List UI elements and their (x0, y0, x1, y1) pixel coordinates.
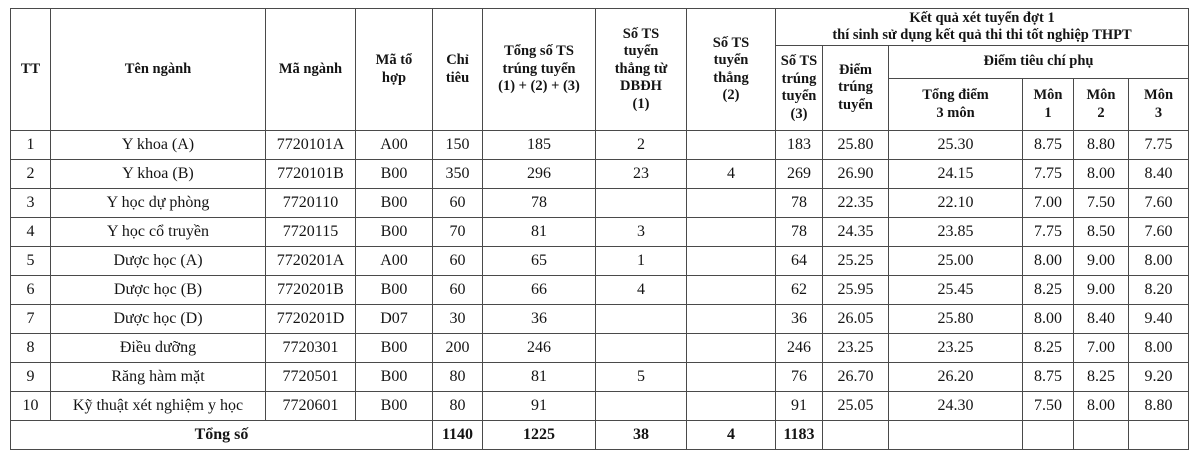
table-row (11, 218, 1189, 247)
subject-1-cell: 8.75 (1023, 363, 1074, 392)
quota-cell: 200 (433, 334, 483, 363)
subject-combo-cell: B00 (356, 189, 433, 218)
total-admitted-cell: 81 (483, 363, 596, 392)
header-line: 3 (1154, 104, 1163, 121)
subject-2-cell: 9.00 (1074, 247, 1129, 276)
table-row (11, 131, 1189, 160)
admitted-count-header (776, 46, 823, 131)
total-admitted-cell: 78 (483, 189, 596, 218)
total-admitted-header (483, 9, 596, 131)
header-line: trúng (838, 79, 873, 96)
header-line: Mã ngành (278, 60, 343, 77)
subject-2-cell: 8.80 (1074, 131, 1129, 160)
subject-2-cell: 8.00 (1074, 160, 1129, 189)
header-line: tuyển (781, 88, 817, 104)
admitted-count-cell: 36 (776, 305, 823, 334)
header-line: Môn (1144, 87, 1174, 103)
round1-results-header (776, 9, 1189, 46)
subject-3-cell: 7.75 (1129, 131, 1189, 160)
direct-admission-cell (687, 334, 776, 363)
admitted-count-cell: 91 (776, 392, 823, 421)
direct-dbdh-cell (596, 305, 687, 334)
table-row (11, 247, 1189, 276)
major-name-header (51, 9, 266, 131)
subject-1-cell: 7.75 (1023, 218, 1074, 247)
empty-cell (1129, 421, 1189, 450)
quota-cell: 350 (433, 160, 483, 189)
subject-3-cell: 8.20 (1129, 276, 1189, 305)
total-admitted-cell: 91 (483, 392, 596, 421)
major-name-cell: Dược học (B) (51, 276, 266, 305)
cutoff-score-header (823, 46, 889, 131)
subject-combo-cell: B00 (356, 363, 433, 392)
header-line: trúng (781, 70, 817, 87)
subject-combo-cell: B00 (356, 218, 433, 247)
direct-admission-cell (687, 218, 776, 247)
subject-3-cell: 8.40 (1129, 160, 1189, 189)
subject-1-cell: 7.75 (1023, 160, 1074, 189)
direct-admission-cell (687, 305, 776, 334)
cutoff-score-cell: 26.05 (823, 305, 889, 334)
direct-admission-cell (687, 276, 776, 305)
cutoff-score-cell: 23.25 (823, 334, 889, 363)
admitted-count-cell: 78 (776, 189, 823, 218)
direct-admission-cell (687, 131, 776, 160)
quota-cell: 80 (433, 363, 483, 392)
total-3-subjects-cell: 26.20 (889, 363, 1023, 392)
subject-3-header (1129, 79, 1189, 131)
subject-combo-cell: B00 (356, 160, 433, 189)
subject-combo-cell: A00 (356, 247, 433, 276)
direct-dbdh-cell (596, 334, 687, 363)
total-quota: 1140 (433, 421, 483, 450)
major-code-cell: 7720201A (266, 247, 356, 276)
admitted-count-cell: 246 (776, 334, 823, 363)
quota-cell: 60 (433, 276, 483, 305)
empty-cell (823, 421, 889, 450)
header-line: hợp (381, 69, 407, 86)
table-row (11, 189, 1189, 218)
header-line: Môn (1086, 87, 1116, 103)
major-name-cell: Điều dưỡng (51, 334, 266, 363)
major-name-cell: Y học dự phòng (51, 189, 266, 218)
subject-2-cell: 8.40 (1074, 305, 1129, 334)
header-line: DBĐH (620, 78, 662, 95)
cutoff-score-cell: 26.90 (823, 160, 889, 189)
header-line: Số TS (780, 53, 818, 69)
major-name-cell: Răng hàm mặt (51, 363, 266, 392)
total-direct-dbdh: 38 (596, 421, 687, 450)
total-row (11, 421, 1189, 450)
header-line: 3 môn (936, 104, 975, 121)
tt-cell: 2 (11, 160, 51, 189)
total-3-subjects-cell: 23.85 (889, 218, 1023, 247)
tt-cell: 6 (11, 276, 51, 305)
header-line: Mã tổ (375, 52, 413, 68)
total-admitted-cell: 185 (483, 131, 596, 160)
table-row (11, 305, 1189, 334)
tt-cell: 8 (11, 334, 51, 363)
subject-3-cell: 8.00 (1129, 334, 1189, 363)
total-3-subjects-cell: 23.25 (889, 334, 1023, 363)
empty-cell (1023, 421, 1074, 450)
subject-combo-cell: D07 (356, 305, 433, 334)
subject-1-cell: 8.00 (1023, 247, 1074, 276)
direct-dbdh-cell (596, 189, 687, 218)
empty-cell (1074, 421, 1129, 450)
header-line: tuyển (713, 52, 749, 68)
total-3-subjects-cell: 25.30 (889, 131, 1023, 160)
total-3-subjects-cell: 25.45 (889, 276, 1023, 305)
subject-combo-cell: A00 (356, 131, 433, 160)
cutoff-score-cell: 25.25 (823, 247, 889, 276)
header-line: Số TS (622, 25, 660, 42)
major-code-header (266, 9, 356, 131)
empty-cell (889, 421, 1023, 450)
subject-2-cell: 8.00 (1074, 392, 1129, 421)
tt-cell: 5 (11, 247, 51, 276)
direct-admission-cell (687, 363, 776, 392)
subject-3-cell: 8.80 (1129, 392, 1189, 421)
header-line: 2 (1097, 104, 1105, 121)
header-line: thẳng (713, 69, 749, 86)
cutoff-score-cell: 25.80 (823, 131, 889, 160)
direct-admission-cell (687, 189, 776, 218)
table-row (11, 363, 1189, 392)
header-line: Chỉ (446, 52, 469, 68)
subject-1-cell: 8.00 (1023, 305, 1074, 334)
tt-cell: 9 (11, 363, 51, 392)
major-name-cell: Kỹ thuật xét nghiệm y học (51, 392, 266, 421)
cutoff-score-cell: 25.95 (823, 276, 889, 305)
total-admitted-cell: 81 (483, 218, 596, 247)
direct-dbdh-header (596, 9, 687, 131)
tt-cell: 1 (11, 131, 51, 160)
total-3-subjects-cell: 25.00 (889, 247, 1023, 276)
quota-header (433, 9, 483, 131)
total-3-subjects-cell: 25.80 (889, 305, 1023, 334)
major-name-cell: Y học cổ truyền (51, 218, 266, 247)
direct-admission-cell (687, 247, 776, 276)
total-direct-admission: 4 (687, 421, 776, 450)
admitted-count-cell: 78 (776, 218, 823, 247)
total-admitted: 1225 (483, 421, 596, 450)
header-line: Môn (1033, 87, 1063, 103)
subject-3-cell: 7.60 (1129, 189, 1189, 218)
subject-1-cell: 8.25 (1023, 276, 1074, 305)
admitted-count-cell: 269 (776, 160, 823, 189)
cutoff-score-cell: 22.35 (823, 189, 889, 218)
major-code-cell: 7720101B (266, 160, 356, 189)
table-footer (11, 421, 1189, 450)
header-line: Kết quả xét tuyển đợt 1 (909, 9, 1055, 26)
major-code-cell: 7720201B (266, 276, 356, 305)
tt-cell: 7 (11, 305, 51, 334)
header-line: TT (20, 60, 41, 77)
table-header (11, 9, 1189, 131)
subject-2-cell: 8.50 (1074, 218, 1129, 247)
major-code-cell: 7720301 (266, 334, 356, 363)
major-name-cell: Y khoa (B) (51, 160, 266, 189)
header-line: Tổng điểm (922, 87, 989, 103)
major-code-cell: 7720115 (266, 218, 356, 247)
cutoff-score-cell: 25.05 (823, 392, 889, 421)
table-row (11, 160, 1189, 189)
tt-cell: 10 (11, 392, 51, 421)
major-code-cell: 7720101A (266, 131, 356, 160)
total-3-subjects-cell: 22.10 (889, 189, 1023, 218)
subject-2-cell: 7.00 (1074, 334, 1129, 363)
major-name-cell: Dược học (D) (51, 305, 266, 334)
header-line: trúng tuyển (502, 60, 576, 77)
quota-cell: 60 (433, 189, 483, 218)
major-code-cell: 7720110 (266, 189, 356, 218)
header-line: thí sinh sử dụng kết quả thi thi tốt nghiệp THPT (832, 27, 1132, 43)
direct-admission-header (687, 9, 776, 131)
direct-dbdh-cell: 4 (596, 276, 687, 305)
direct-dbdh-cell: 5 (596, 363, 687, 392)
subject-2-cell: 7.50 (1074, 189, 1129, 218)
subject-combo-cell: B00 (356, 334, 433, 363)
major-code-cell: 7720201D (266, 305, 356, 334)
direct-dbdh-cell: 3 (596, 218, 687, 247)
total-label: Tổng số (11, 421, 433, 450)
total-admitted-cell: 65 (483, 247, 596, 276)
total-admitted-count: 1183 (776, 421, 823, 450)
subject-combo-cell: B00 (356, 392, 433, 421)
header-line: Tên ngành (124, 60, 192, 77)
subject-3-cell: 8.00 (1129, 247, 1189, 276)
total-3-subjects-cell: 24.15 (889, 160, 1023, 189)
tt-header (11, 9, 51, 131)
admitted-count-cell: 76 (776, 363, 823, 392)
table-row (11, 392, 1189, 421)
header-line: tiêu (445, 69, 470, 86)
total-3-subjects-header (889, 79, 1023, 131)
subject-1-header (1023, 79, 1074, 131)
header-line: (1) (632, 95, 650, 112)
table-row (11, 276, 1189, 305)
header-line: Điểm (838, 61, 872, 78)
subject-2-header (1074, 79, 1129, 131)
total-admitted-cell: 36 (483, 305, 596, 334)
cutoff-score-cell: 24.35 (823, 218, 889, 247)
subject-2-cell: 8.25 (1074, 363, 1129, 392)
major-code-cell: 7720601 (266, 392, 356, 421)
subject-3-cell: 9.40 (1129, 305, 1189, 334)
tt-cell: 4 (11, 218, 51, 247)
header-line: Số TS (712, 34, 750, 51)
quota-cell: 30 (433, 305, 483, 334)
quota-cell: 150 (433, 131, 483, 160)
subject-1-cell: 8.75 (1023, 131, 1074, 160)
direct-dbdh-cell: 2 (596, 131, 687, 160)
quota-cell: 60 (433, 247, 483, 276)
subject-1-cell: 7.00 (1023, 189, 1074, 218)
major-name-cell: Dược học (A) (51, 247, 266, 276)
header-line: thẳng từ (614, 60, 668, 77)
admitted-count-cell: 64 (776, 247, 823, 276)
header-row (11, 9, 1189, 46)
direct-dbdh-cell: 23 (596, 160, 687, 189)
header-line: Tổng số TS (504, 43, 574, 60)
header-line: (1) + (2) + (3) (498, 78, 580, 95)
direct-dbdh-cell (596, 392, 687, 421)
cutoff-score-cell: 26.70 (823, 363, 889, 392)
admitted-count-cell: 62 (776, 276, 823, 305)
major-code-cell: 7720501 (266, 363, 356, 392)
header-line: Điểm tiêu chí phụ (983, 53, 1094, 70)
direct-admission-cell (687, 392, 776, 421)
table-row (11, 334, 1189, 363)
direct-admission-cell: 4 (687, 160, 776, 189)
header-line: 1 (1044, 104, 1052, 121)
header-line: tuyển (838, 96, 873, 113)
direct-dbdh-cell: 1 (596, 247, 687, 276)
table-body (11, 131, 1189, 421)
tt-cell: 3 (11, 189, 51, 218)
subject-1-cell: 7.50 (1023, 392, 1074, 421)
tiebreak-criteria-header (889, 46, 1189, 79)
subject-combo-header (356, 9, 433, 131)
subject-3-cell: 9.20 (1129, 363, 1189, 392)
total-admitted-cell: 296 (483, 160, 596, 189)
subject-2-cell: 9.00 (1074, 276, 1129, 305)
quota-cell: 80 (433, 392, 483, 421)
header-line: tuyển (623, 43, 659, 60)
total-admitted-cell: 246 (483, 334, 596, 363)
total-3-subjects-cell: 24.30 (889, 392, 1023, 421)
quota-cell: 70 (433, 218, 483, 247)
total-admitted-cell: 66 (483, 276, 596, 305)
admitted-count-cell: 183 (776, 131, 823, 160)
subject-3-cell: 7.60 (1129, 218, 1189, 247)
header-line: (2) (722, 87, 740, 103)
subject-combo-cell: B00 (356, 276, 433, 305)
admission-results-table (10, 8, 1189, 450)
header-line: (3) (790, 105, 808, 122)
major-name-cell: Y khoa (A) (51, 131, 266, 160)
subject-1-cell: 8.25 (1023, 334, 1074, 363)
